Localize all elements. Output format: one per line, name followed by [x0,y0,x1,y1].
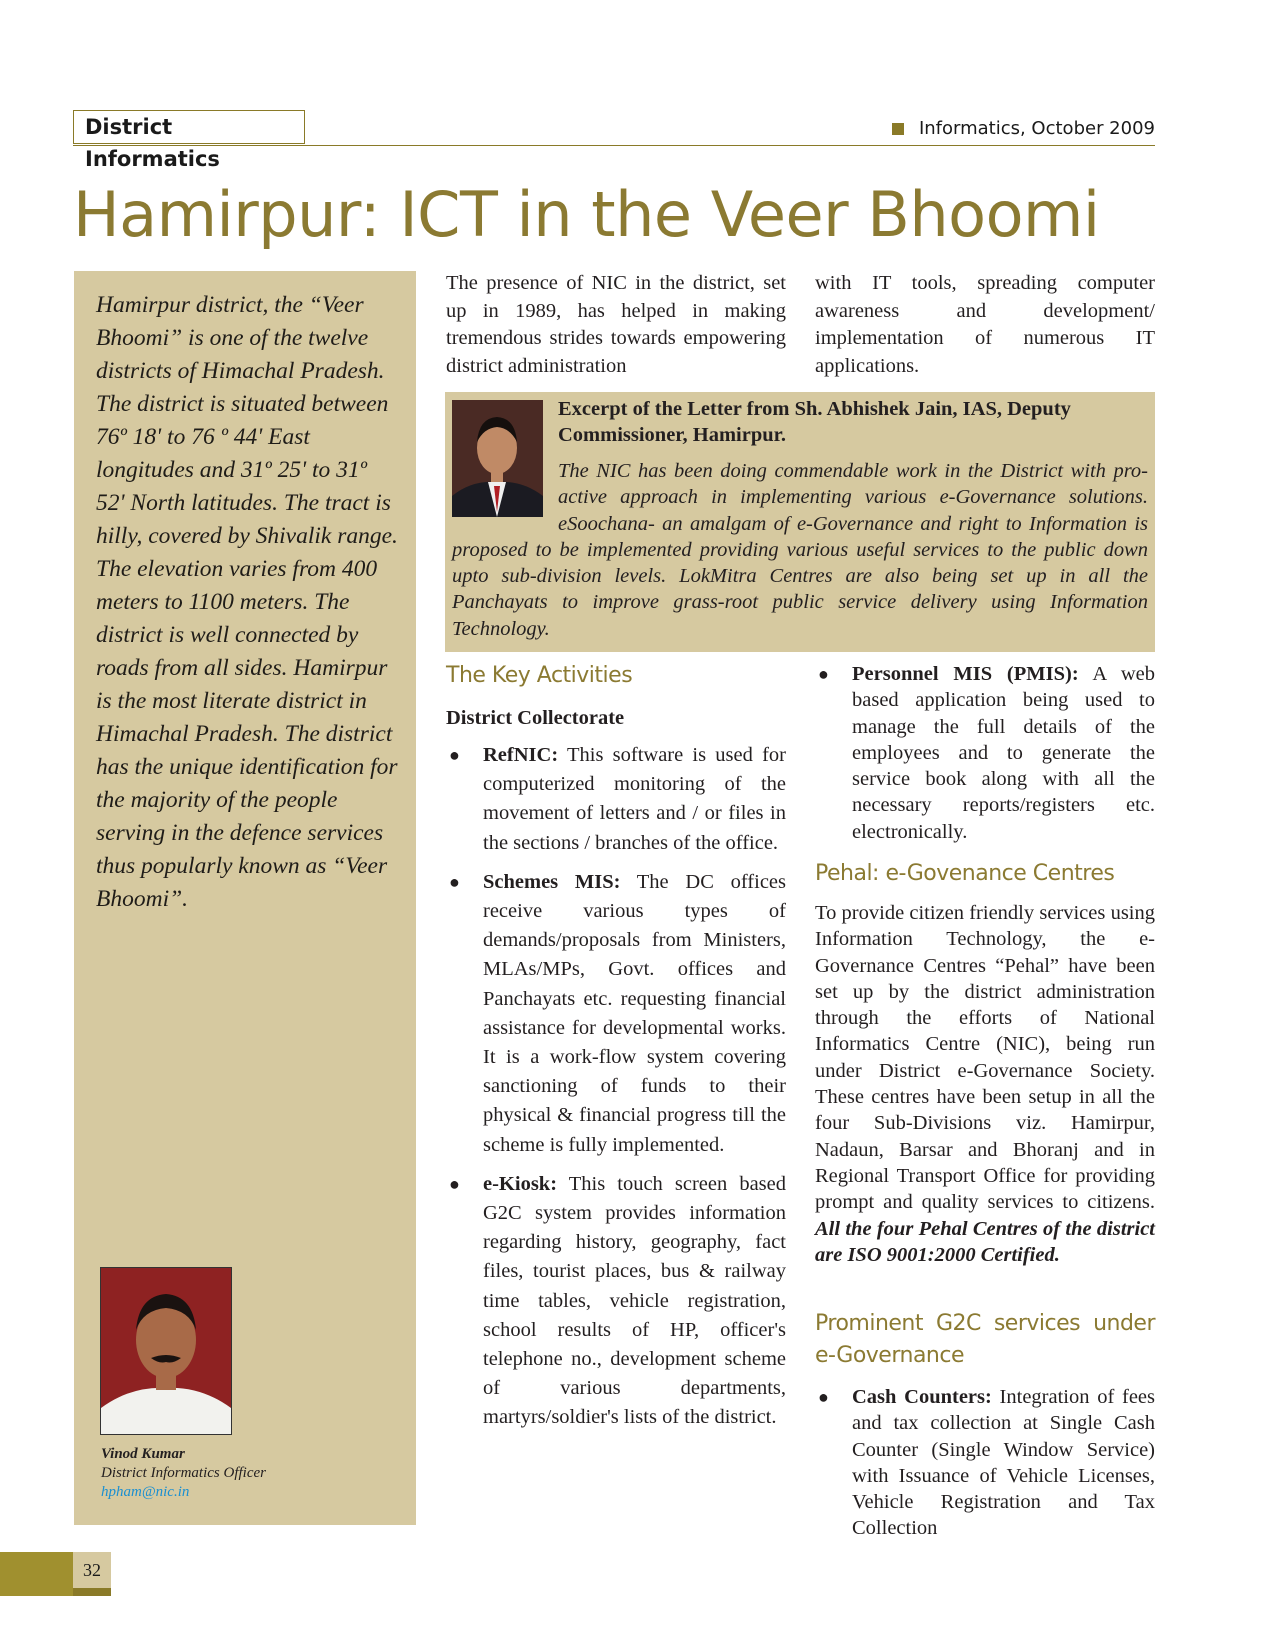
excerpt-heading: Excerpt of the Letter from Sh. Abhishek Jain, IAS, Deputy Commissioner, Hamirpur. [558,398,1071,446]
bullet-icon: ● [449,745,460,765]
item-label: Personnel MIS (PMIS): [852,663,1079,685]
bullet-icon: ● [818,664,829,684]
item-text: This software is used for computerized monitoring of the movement of letters and / or files in the sections / branches of the office. [483,744,786,854]
item-text: This touch screen based G2C system provides information regarding history, geography, fact files, tourist places, bus & railway time tables, vehicle registration, school results of HP, officer's telephone no., development scheme of various departments, martyrs/soldier's lists of the district. [483,1172,786,1429]
author-title: District Informatics Officer [101,1465,266,1481]
excerpt-box [445,392,1155,652]
excerpt-body-text: The NIC has been doing commendable work in the District with pro-active approach in implementing various e-Governance solutions. eSoochana- an amalgam of e-Governance and right to Information is proposed to be implemented providing various useful services to the public down upto sub-division levels. LokMitra Centres are also being set up in all the Panchayats to improve grass-root public service delivery using Information Technology. [452,460,1148,640]
author-photo [100,1267,232,1435]
header-rule [73,145,1155,146]
list-item [446,1170,786,1433]
bullet-icon: ● [449,871,460,892]
section-label: District Informatics [73,110,305,144]
g2c-heading: Prominent G2C services under e-Governance [815,1311,1155,1368]
pehal-paragraph [815,900,1155,1268]
intro-left-text: The presence of NIC in the district, set up in 1989, has helped in making tremendous strides towards empowering district administration [446,272,786,377]
list-item [815,1384,1155,1542]
sidebar [74,271,416,1525]
intro-right-text: with IT tools, spreading computer awareness and development/ implementation of numerous IT applications. [815,272,1155,377]
article-title: Hamirpur: ICT in the Veer Bhoomi [73,178,1100,251]
item-text: The DC offices receive various types of demands/proposals from Ministers, MLAs/MPs, Govt. offices and Panchayats etc. requesting financial assistance for developmental works. It is a work-flow system covering sanctioning of funds to their physical & financial progress till the scheme is fully implemented. [483,870,786,1156]
item-label: RefNIC: [483,744,559,766]
list-item [815,661,1155,845]
issue-line [892,118,1155,139]
author-name: Vinod Kumar [101,1446,185,1462]
activities-list-right [815,661,1155,845]
list-item [446,741,786,858]
item-text: Integration of fees and tax collection at Single Cash Counter (Single Window Service) with Issuance of Vehicle Licenses, Vehicle Registration and Tax Collection [852,1386,1155,1540]
g2c-list [815,1384,1155,1542]
pehal-text: To provide citizen friendly services using Information Technology, the e-Governance Centres “Pehal” have been set up by the district administration through the efforts of National Informatics Centre (NIC), being run under District e-Governance Society. These centres have been setup in all the four Sub-Divisions viz. Hamirpur, Nadaun, Barsar and Bhoranj and in Regional Transport Office for providing prompt and quality services to citizens. [815,902,1155,1214]
sidebar-intro: Hamirpur district, the “Veer Bhoomi” is one of the twelve districts of Himachal Pradesh. The district is situated between 76º 18' to 76 º 44' East longitudes and 31º 25' to 31º 52' North latitudes. The tract is hilly, covered by Shivalik range. The elevation varies from 400 meters to 1100 meters. The district is well connected by roads from all sides. Hamirpur is the most literate district in Himachal Pradesh. The district has the unique identification for the majority of the people serving in the defence services thus popularly known as “Veer Bhoomi”. [96,292,398,912]
item-label: e-Kiosk: [483,1172,558,1195]
page-number: 32 [73,1552,111,1588]
list-item [446,868,786,1160]
issue-date: Informatics, October 2009 [918,118,1155,139]
item-label: Cash Counters: [852,1386,992,1408]
collectorate-subheading: District Collectorate [446,707,625,729]
item-text: A web based application being used to manage the full details of the employees and to generate the service book along with all the necessary reports/registers etc. electronically. [852,663,1155,843]
item-label: Schemes MIS: [483,870,621,893]
pehal-certification: All the four Pehal Centres of the district are ISO 9001:2000 Certified. [815,1217,1155,1266]
pehal-heading: Pehal: e-Govenance Centres [815,861,1115,886]
footer-strip [73,1588,111,1596]
excerpt-body [452,458,1148,642]
intro-paragraph-right [815,270,1155,380]
key-activities-heading: The Key Activities [446,663,633,688]
person-portrait-icon [101,1268,231,1434]
intro-paragraph-left [446,270,786,380]
footer-color-block [0,1552,73,1596]
bullet-icon: ● [449,1173,460,1194]
author-email[interactable]: hpham@nic.in [101,1484,190,1500]
square-bullet-icon [892,123,904,135]
bullet-icon: ● [818,1387,829,1407]
activities-list-left [446,741,786,1443]
